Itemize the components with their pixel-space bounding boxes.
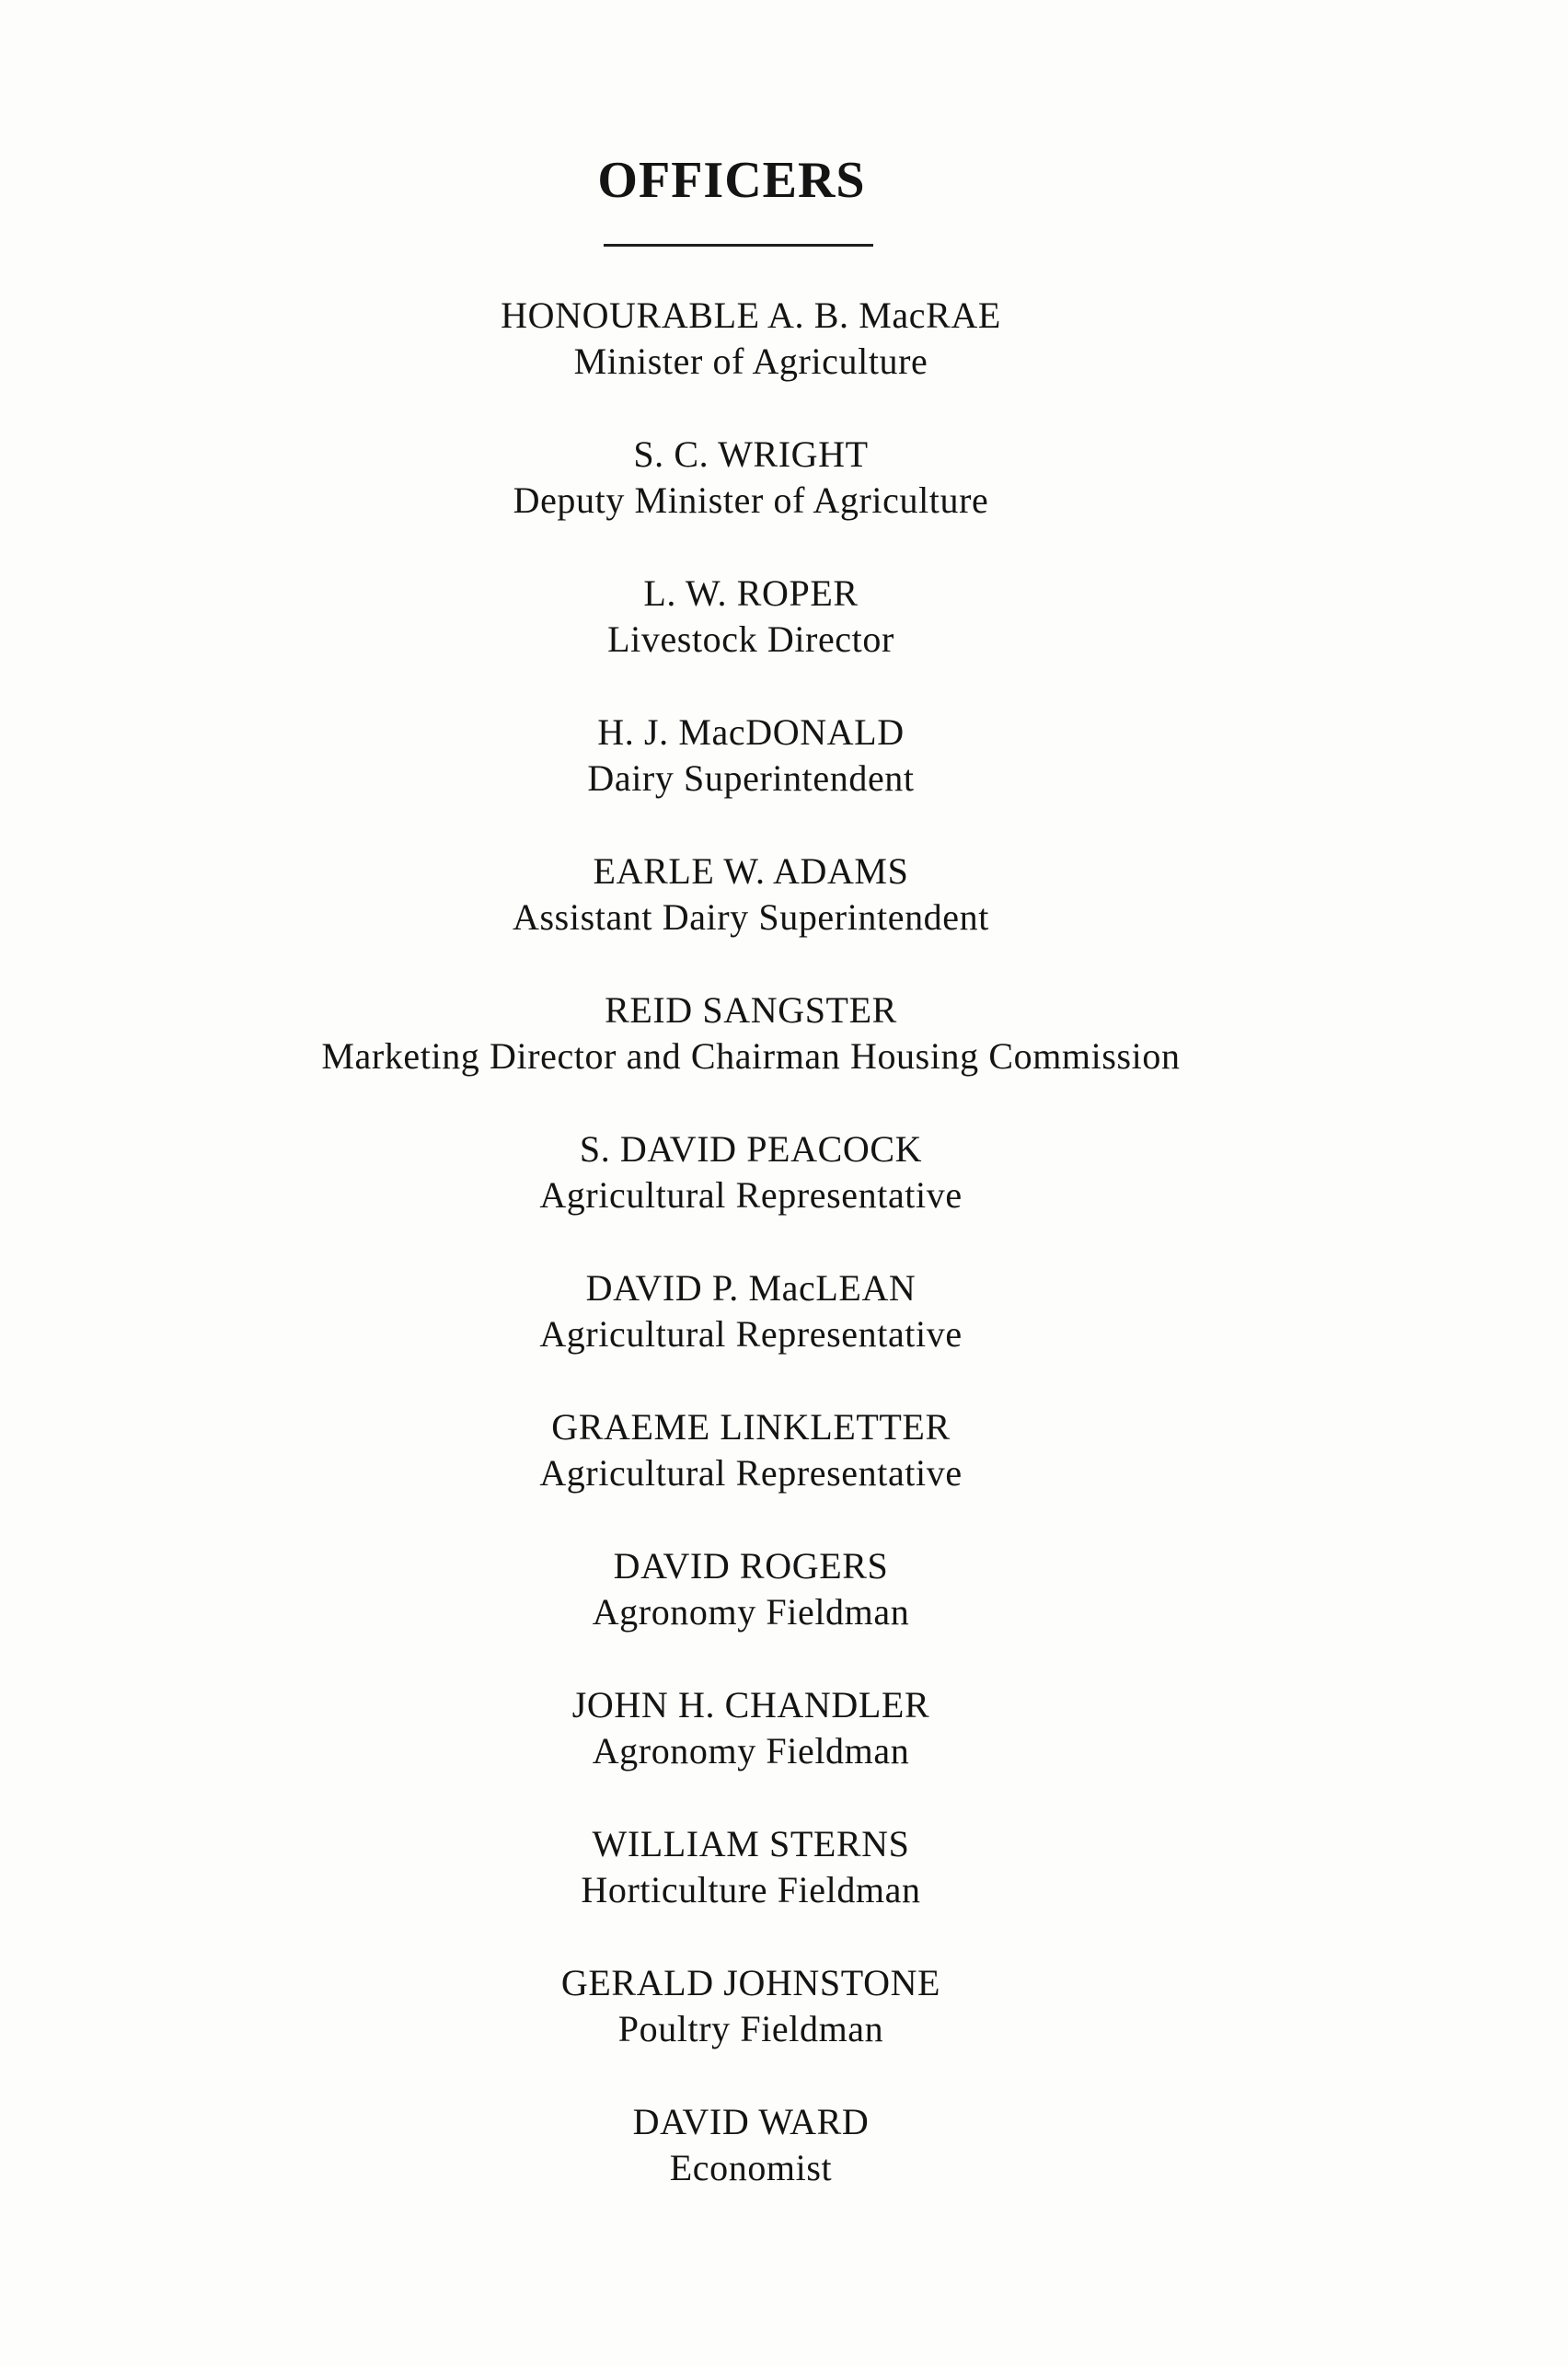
title-divider (604, 244, 873, 247)
officer-name: JOHN H. CHANDLER (571, 1684, 930, 1725)
officer-entry (0, 1543, 1502, 1682)
officer-role: Deputy Minister of Agriculture (513, 479, 989, 521)
officer-name: H. J. MacDONALD (597, 711, 905, 753)
officer-entry (0, 1960, 1502, 2099)
officer-name: S. C. WRIGHT (633, 433, 869, 475)
officer-entry (0, 710, 1502, 848)
officer-name: DAVID WARD (632, 2101, 870, 2142)
officer-entry (0, 1821, 1502, 1960)
officer-name: HONOURABLE A. B. MacRAE (501, 294, 1001, 336)
officer-list (0, 293, 1502, 2238)
page-title: OFFICERS (597, 151, 866, 209)
officer-name: DAVID ROGERS (613, 1545, 889, 1587)
officer-entry (0, 1126, 1502, 1265)
officer-role: Agronomy Fieldman (592, 1730, 910, 1772)
officer-role: Poultry Fieldman (617, 2008, 884, 2049)
officer-entry (0, 432, 1502, 571)
officer-entry (0, 848, 1502, 987)
officer-name: DAVID P. MacLEAN (585, 1267, 917, 1309)
officer-entry (0, 2099, 1502, 2238)
officer-name: S. DAVID PEACOCK (579, 1128, 923, 1170)
officer-entry (0, 1682, 1502, 1821)
officer-role: Agronomy Fieldman (592, 1591, 910, 1633)
officer-entry (0, 1265, 1502, 1404)
officer-role: Agricultural Representative (539, 1313, 963, 1355)
officer-role: Economist (669, 2147, 833, 2188)
officer-role: Agricultural Representative (539, 1174, 963, 1216)
officer-role: Livestock Director (607, 618, 894, 660)
officer-role: Marketing Director and Chairman Housing Commission (321, 1035, 1181, 1077)
officer-entry (0, 987, 1502, 1126)
officer-entry (0, 1404, 1502, 1543)
officer-role: Dairy Superintendent (587, 757, 915, 799)
officer-name: GRAEME LINKLETTER (551, 1406, 951, 1448)
officer-name: EARLE W. ADAMS (593, 850, 909, 892)
officer-name: REID SANGSTER (605, 989, 897, 1031)
officer-name: L. W. ROPER (643, 572, 859, 614)
officer-role: Horticulture Fieldman (581, 1869, 921, 1910)
officer-name: WILLIAM STERNS (592, 1823, 910, 1864)
officer-role: Minister of Agriculture (573, 340, 928, 382)
officer-name: GERALD JOHNSTONE (560, 1962, 941, 2003)
officer-role: Agricultural Representative (539, 1452, 963, 1494)
officer-entry (0, 293, 1502, 432)
officer-entry (0, 571, 1502, 710)
officer-role: Assistant Dairy Superintendent (513, 896, 989, 938)
